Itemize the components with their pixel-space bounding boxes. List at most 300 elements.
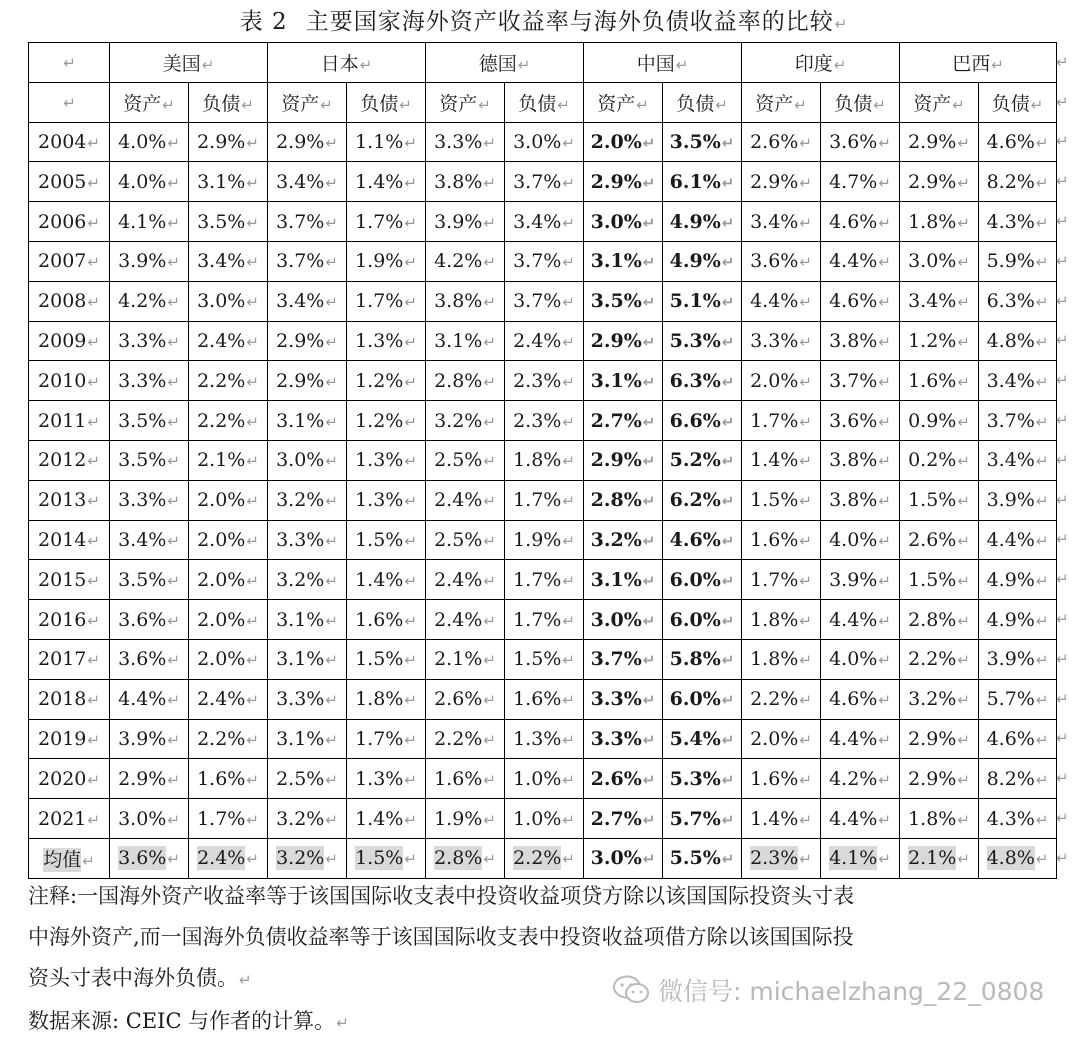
value-cell-text: 2.6%: [908, 528, 957, 551]
value-cell-text: 2.1%: [197, 449, 246, 472]
paragraph-mark-icon: ↵: [562, 611, 575, 630]
value-cell: [189, 321, 268, 361]
row-end-mark-icon: ↵: [1056, 848, 1069, 867]
value-cell: [505, 321, 584, 361]
value-cell: [584, 480, 663, 520]
value-cell-text: 4.7%: [829, 170, 878, 193]
value-cell: [505, 401, 584, 441]
table-number: 表 2: [239, 9, 288, 35]
value-cell: [110, 719, 189, 759]
paragraph-mark-icon: ↵: [87, 332, 100, 351]
paragraph-mark-icon: ↵: [325, 372, 338, 391]
value-cell: [584, 600, 663, 640]
paragraph-mark-icon: ↵: [167, 452, 180, 471]
value-cell: [347, 560, 426, 600]
value-cell-text: 1.2%: [355, 409, 404, 432]
country-header: [426, 43, 584, 83]
value-cell-text: 2.0%: [197, 568, 246, 591]
row-end-mark-icon: ↵: [1056, 251, 1069, 270]
value-cell: [979, 162, 1057, 202]
value-cell-text: 3.7%: [590, 648, 642, 671]
paragraph-mark-icon: ↵: [878, 691, 891, 710]
value-cell-text: 3.2%: [434, 409, 483, 432]
paragraph-mark-icon: ↵: [957, 651, 970, 670]
value-cell: [979, 480, 1057, 520]
asset-header: [742, 82, 821, 122]
value-cell: [189, 679, 268, 719]
paragraph-mark-icon: ↵: [87, 691, 100, 710]
paragraph-mark-icon: ↵: [799, 133, 812, 152]
paragraph-mark-icon: ↵: [404, 531, 417, 550]
value-cell-text: 2.2%: [197, 369, 246, 392]
value-cell-text: 4.6%: [669, 528, 721, 551]
value-cell: [505, 759, 584, 799]
paragraph-mark-icon: ↵: [325, 293, 338, 312]
paragraph-mark-icon: ↵: [878, 571, 891, 590]
value-cell-text: 5.4%: [669, 727, 721, 750]
table-row: [29, 281, 1057, 321]
year-cell: [29, 600, 110, 640]
value-cell: [110, 759, 189, 799]
paragraph-mark-icon: ↵: [952, 95, 965, 114]
value-cell: [426, 401, 505, 441]
paragraph-mark-icon: ↵: [483, 611, 496, 630]
value-cell: [110, 401, 189, 441]
paragraph-mark-icon: ↵: [241, 95, 254, 114]
notes-section: [28, 876, 1068, 1044]
average-value-cell: [426, 838, 505, 878]
value-cell-text: 3.2%: [276, 568, 325, 591]
average-value-cell-text: 2.2%: [513, 847, 562, 870]
value-cell-text: 3.4%: [908, 290, 957, 313]
value-cell-text: 5.8%: [669, 648, 721, 671]
value-cell-text: 1.6%: [434, 767, 483, 790]
paragraph-mark-icon: ↵: [642, 412, 656, 431]
value-cell: [742, 600, 821, 640]
paragraph-mark-icon: ↵: [483, 452, 496, 471]
paragraph-mark-icon: ↵: [1035, 531, 1049, 550]
paragraph-mark-icon: ↵: [404, 372, 417, 391]
liability-header-text: 负债: [676, 92, 715, 115]
paragraph-mark-icon: ↵: [87, 293, 100, 312]
value-cell: [979, 560, 1057, 600]
year-cell-text: 2007: [38, 250, 87, 273]
value-cell-text: 5.9%: [986, 250, 1035, 273]
paragraph-mark-icon: ↵: [642, 810, 656, 829]
paragraph-mark-icon: ↵: [325, 531, 338, 550]
row-end-mark-icon: ↵: [1056, 530, 1069, 549]
value-cell-text: 3.3%: [118, 329, 167, 352]
paragraph-mark-icon: ↵: [642, 651, 656, 670]
value-cell: [663, 202, 742, 242]
paragraph-mark-icon: ↵: [799, 492, 812, 511]
year-cell: [29, 241, 110, 281]
value-cell: [426, 560, 505, 600]
paragraph-mark-icon: ↵: [562, 850, 575, 869]
paragraph-mark-icon: ↵: [562, 332, 575, 351]
paragraph-mark-icon: ↵: [562, 253, 575, 272]
paragraph-mark-icon: ↵: [325, 253, 338, 272]
value-cell-text: 1.4%: [355, 568, 404, 591]
value-cell-text: 1.6%: [750, 767, 799, 790]
note-line: 中海外资产,而一国海外负债收益率等于该国国际收支表中投资收益项借方除以该国国际投: [28, 925, 854, 949]
value-cell: [663, 440, 742, 480]
paragraph-mark-icon: ↵: [642, 133, 656, 152]
value-cell-text: 1.5%: [513, 648, 562, 671]
average-value-cell-text: 2.4%: [197, 847, 246, 870]
value-cell: [110, 480, 189, 520]
paragraph-mark-icon: ↵: [721, 332, 735, 351]
paragraph-mark-icon: ↵: [878, 651, 891, 670]
value-cell-text: 3.3%: [590, 727, 642, 750]
paragraph-mark-icon: ↵: [721, 651, 735, 670]
watermark-text: 微信号: michaelzhang_22_0808: [658, 977, 1045, 1006]
paragraph-mark-icon: ↵: [167, 173, 180, 192]
value-cell-text: 5.7%: [986, 688, 1035, 711]
paragraph-mark-icon: ↵: [562, 173, 575, 192]
value-cell-text: 2.9%: [276, 329, 325, 352]
paragraph-mark-icon: ↵: [878, 213, 891, 232]
paragraph-mark-icon: ↵: [246, 850, 259, 869]
paragraph-mark-icon: ↵: [246, 332, 259, 351]
paragraph-mark-icon: ↵: [325, 173, 338, 192]
paragraph-mark-icon: ↵: [483, 372, 496, 391]
paragraph-mark-icon: ↵: [167, 492, 180, 511]
value-cell: [900, 719, 979, 759]
year-cell-text: 2017: [38, 648, 87, 671]
value-cell-text: 3.7%: [513, 250, 562, 273]
value-cell: [584, 361, 663, 401]
paragraph-mark-icon: ↵: [404, 253, 417, 272]
paragraph-mark-icon: ↵: [1035, 571, 1049, 590]
paragraph-mark-icon: ↵: [562, 452, 575, 471]
value-cell: [821, 321, 900, 361]
value-cell-text: 2.9%: [750, 170, 799, 193]
value-cell: [189, 281, 268, 321]
paragraph-mark-icon: ↵: [642, 213, 656, 232]
value-cell-text: 1.4%: [355, 807, 404, 830]
value-cell-text: 3.6%: [829, 409, 878, 432]
paragraph-mark-icon: ↵: [167, 412, 180, 431]
paragraph-mark-icon: ↵: [404, 412, 417, 431]
value-cell: [900, 560, 979, 600]
value-cell-text: 4.4%: [118, 688, 167, 711]
value-cell: [900, 281, 979, 321]
liability-header: [505, 82, 584, 122]
value-cell: [821, 241, 900, 281]
paragraph-mark-icon: ↵: [1035, 452, 1049, 471]
value-cell-text: 3.5%: [118, 568, 167, 591]
table-title: [0, 6, 1080, 40]
value-cell: [663, 122, 742, 162]
paragraph-mark-icon: ↵: [642, 173, 656, 192]
paragraph-mark-icon: ↵: [721, 810, 735, 829]
paragraph-mark-icon: ↵: [957, 770, 970, 789]
value-cell-text: 1.4%: [750, 449, 799, 472]
paragraph-mark-icon: ↵: [167, 651, 180, 670]
value-cell: [268, 440, 347, 480]
paragraph-mark-icon: ↵: [399, 95, 412, 114]
value-cell: [979, 440, 1057, 480]
value-cell-text: 2.0%: [197, 608, 246, 631]
row-end-mark-icon: ↵: [1056, 371, 1069, 390]
value-cell: [979, 321, 1057, 361]
value-cell: [821, 401, 900, 441]
value-cell: [426, 480, 505, 520]
value-cell-text: 1.7%: [513, 608, 562, 631]
paragraph-mark-icon: ↵: [878, 253, 891, 272]
value-cell: [663, 639, 742, 679]
paragraph-mark-icon: ↵: [957, 611, 970, 630]
value-cell-text: 5.3%: [669, 767, 721, 790]
paragraph-mark-icon: ↵: [167, 332, 180, 351]
value-cell: [900, 679, 979, 719]
paragraph-mark-icon: ↵: [325, 770, 338, 789]
value-cell: [663, 560, 742, 600]
value-cell-text: 3.5%: [669, 130, 721, 153]
paragraph-mark-icon: ↵: [246, 531, 259, 550]
value-cell-text: 3.1%: [197, 170, 246, 193]
paragraph-mark-icon: ↵: [878, 810, 891, 829]
value-cell-text: 3.4%: [513, 210, 562, 233]
value-cell: [268, 122, 347, 162]
paragraph-mark-icon: ↵: [721, 730, 735, 749]
value-cell-text: 4.4%: [829, 807, 878, 830]
value-cell: [584, 241, 663, 281]
paragraph-mark-icon: ↵: [246, 412, 259, 431]
value-cell-text: 6.0%: [669, 568, 721, 591]
value-cell-text: 2.0%: [590, 130, 642, 153]
value-cell-text: 2.9%: [908, 727, 957, 750]
paragraph-mark-icon: ↵: [642, 372, 656, 391]
paragraph-mark-icon: ↵: [325, 213, 338, 232]
paragraph-mark-icon: ↵: [957, 730, 970, 749]
value-cell: [742, 361, 821, 401]
paragraph-mark-icon: ↵: [957, 213, 970, 232]
value-cell: [584, 799, 663, 839]
value-cell-text: 3.6%: [829, 130, 878, 153]
value-cell: [189, 759, 268, 799]
value-cell-text: 3.6%: [118, 648, 167, 671]
value-cell-text: 2.6%: [590, 767, 642, 790]
value-cell: [663, 600, 742, 640]
value-cell-text: 3.6%: [118, 608, 167, 631]
value-cell-text: 1.6%: [750, 528, 799, 551]
country-header-text: 印度: [794, 52, 833, 75]
value-cell-text: 2.0%: [197, 489, 246, 512]
value-cell-text: 2.8%: [434, 369, 483, 392]
value-cell: [663, 361, 742, 401]
paragraph-mark-icon: ↵: [721, 173, 735, 192]
value-cell: [347, 759, 426, 799]
country-header-text: 日本: [320, 52, 359, 75]
value-cell: [821, 440, 900, 480]
value-cell-text: 3.6%: [750, 250, 799, 273]
value-cell-text: 3.2%: [276, 807, 325, 830]
liability-header: [979, 82, 1057, 122]
paragraph-mark-icon: ↵: [359, 55, 373, 74]
average-value-cell: [821, 838, 900, 878]
year-cell-text: 2006: [38, 210, 87, 233]
paragraph-mark-icon: ↵: [873, 95, 886, 114]
value-cell-text: 1.7%: [750, 409, 799, 432]
paragraph-mark-icon: ↵: [799, 571, 812, 590]
value-cell-text: 1.7%: [513, 568, 562, 591]
value-cell-text: 2.7%: [590, 807, 642, 830]
paragraph-mark-icon: ↵: [87, 492, 100, 511]
paragraph-mark-icon: ↵: [799, 253, 812, 272]
value-cell-text: 3.3%: [750, 329, 799, 352]
value-cell-text: 3.9%: [986, 489, 1035, 512]
value-cell: [821, 520, 900, 560]
row-end-mark-icon: ↵: [1056, 490, 1069, 509]
value-cell: [742, 719, 821, 759]
value-cell-text: 6.6%: [669, 409, 721, 432]
value-cell-text: 1.6%: [197, 767, 246, 790]
value-cell: [979, 122, 1057, 162]
paragraph-mark-icon: ↵: [87, 810, 100, 829]
value-cell: [110, 281, 189, 321]
value-cell-text: 3.3%: [590, 688, 642, 711]
paragraph-mark-icon: ↵: [878, 611, 891, 630]
value-cell-text: 2.3%: [513, 369, 562, 392]
value-cell: [663, 241, 742, 281]
value-cell-text: 2.9%: [276, 130, 325, 153]
average-value-cell: [663, 838, 742, 878]
value-cell-text: 1.7%: [513, 489, 562, 512]
paragraph-mark-icon: ↵: [721, 770, 735, 789]
row-end-mark-icon: ↵: [1056, 729, 1069, 748]
paragraph-mark-icon: ↵: [1035, 691, 1049, 710]
value-cell: [189, 241, 268, 281]
year-cell: [29, 401, 110, 441]
paragraph-mark-icon: ↵: [167, 253, 180, 272]
value-cell-text: 3.5%: [118, 449, 167, 472]
value-cell-text: 1.6%: [355, 608, 404, 631]
value-cell: [189, 361, 268, 401]
paragraph-mark-icon: ↵: [404, 691, 417, 710]
paragraph-mark-icon: ↵: [562, 810, 575, 829]
paragraph-mark-icon: ↵: [167, 691, 180, 710]
paragraph-mark-icon: ↵: [799, 173, 812, 192]
paragraph-mark-icon: ↵: [799, 691, 812, 710]
header-corner-cell: [29, 82, 110, 122]
paragraph-mark-icon: ↵: [957, 173, 970, 192]
value-cell: [426, 241, 505, 281]
paragraph-mark-icon: ↵: [878, 133, 891, 152]
value-cell-text: 2.7%: [590, 409, 642, 432]
value-cell: [900, 799, 979, 839]
country-header-text: 巴西: [952, 52, 991, 75]
year-cell: [29, 759, 110, 799]
value-cell-text: 2.2%: [197, 727, 246, 750]
average-row: [29, 838, 1057, 878]
paragraph-mark-icon: ↵: [87, 730, 100, 749]
value-cell: [110, 600, 189, 640]
value-cell: [189, 202, 268, 242]
country-header: [268, 43, 426, 83]
value-cell: [900, 241, 979, 281]
value-cell-text: 3.5%: [197, 210, 246, 233]
paragraph-mark-icon: ↵: [483, 730, 496, 749]
value-cell: [821, 122, 900, 162]
paragraph-mark-icon: ↵: [167, 293, 180, 312]
value-cell: [505, 361, 584, 401]
value-cell: [189, 600, 268, 640]
value-cell-text: 3.9%: [118, 250, 167, 273]
value-cell: [821, 560, 900, 600]
value-cell-text: 3.8%: [434, 170, 483, 193]
year-cell-text: 2012: [38, 449, 87, 472]
paragraph-mark-icon: ↵: [1030, 95, 1044, 114]
value-cell: [505, 520, 584, 560]
value-cell: [505, 440, 584, 480]
paragraph-mark-icon: ↵: [246, 253, 259, 272]
value-cell-text: 4.2%: [829, 767, 878, 790]
value-cell-text: 2.6%: [750, 130, 799, 153]
value-cell-text: 3.0%: [118, 807, 167, 830]
value-cell: [426, 759, 505, 799]
paragraph-mark-icon: ↵: [87, 770, 100, 789]
value-cell: [742, 122, 821, 162]
value-cell: [584, 639, 663, 679]
value-cell-text: 4.6%: [829, 290, 878, 313]
value-cell: [110, 560, 189, 600]
value-cell: [268, 321, 347, 361]
paragraph-mark-icon: ↵: [721, 691, 735, 710]
value-cell-text: 2.4%: [434, 568, 483, 591]
paragraph-mark-icon: ↵: [404, 492, 417, 511]
paragraph-mark-icon: ↵: [642, 571, 656, 590]
value-cell-text: 1.3%: [355, 489, 404, 512]
table-row: [29, 799, 1057, 839]
paragraph-mark-icon: ↵: [1035, 412, 1049, 431]
year-cell: [29, 202, 110, 242]
year-cell: [29, 560, 110, 600]
paragraph-mark-icon: ↵: [957, 133, 970, 152]
value-cell: [268, 480, 347, 520]
value-cell: [110, 440, 189, 480]
paragraph-mark-icon: ↵: [799, 332, 812, 351]
paragraph-mark-icon: ↵: [325, 611, 338, 630]
value-cell: [663, 679, 742, 719]
value-cell-text: 3.0%: [908, 250, 957, 273]
value-cell-text: 1.3%: [355, 329, 404, 352]
paragraph-mark-icon: ↵: [404, 850, 417, 869]
paragraph-mark-icon: ↵: [562, 770, 575, 789]
value-cell-text: 4.0%: [829, 648, 878, 671]
value-cell: [663, 321, 742, 361]
value-cell-text: 3.1%: [590, 250, 642, 273]
value-cell: [821, 679, 900, 719]
value-cell-text: 2.9%: [908, 767, 957, 790]
value-cell: [821, 719, 900, 759]
paragraph-mark-icon: ↵: [957, 850, 970, 869]
value-cell-text: 4.4%: [750, 290, 799, 313]
paragraph-mark-icon: ↵: [957, 452, 970, 471]
liability-header: [821, 82, 900, 122]
paragraph-mark-icon: ↵: [483, 810, 496, 829]
paragraph-mark-icon: ↵: [833, 55, 847, 74]
value-cell: [584, 202, 663, 242]
country-header: [742, 43, 900, 83]
value-cell: [900, 401, 979, 441]
value-cell: [189, 560, 268, 600]
paragraph-mark-icon: ↵: [325, 492, 338, 511]
value-cell: [426, 202, 505, 242]
year-cell: [29, 719, 110, 759]
value-cell-text: 4.9%: [986, 608, 1035, 631]
